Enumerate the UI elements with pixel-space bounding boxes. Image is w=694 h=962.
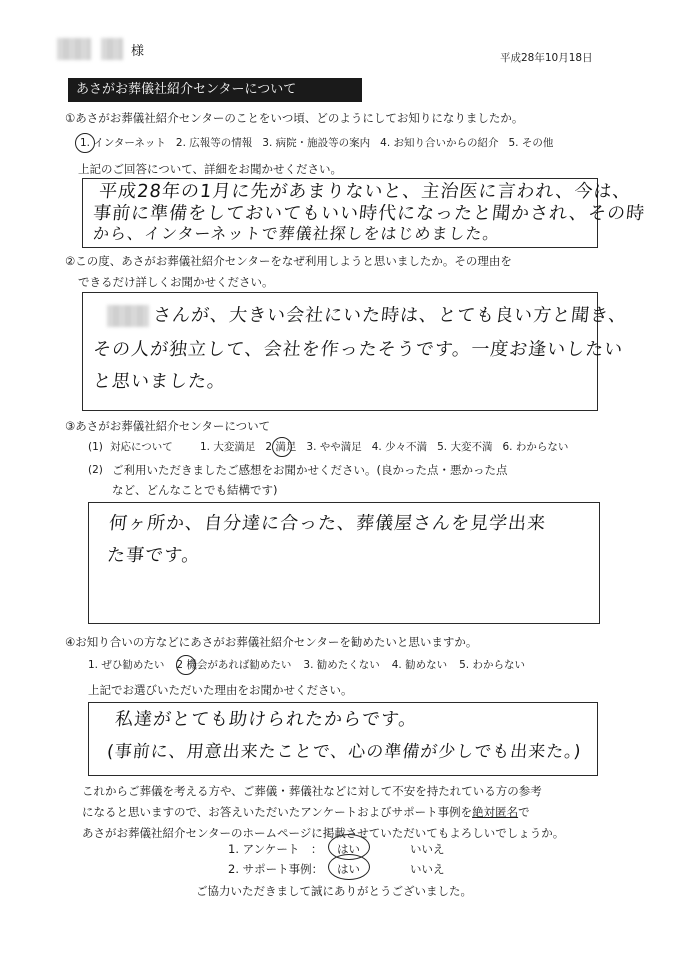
footer-line-3: あさがお葬儀社紹介センターのホームページに掲載させていただいてもよろしいでしょうか。 bbox=[82, 826, 565, 840]
honorific: 様 bbox=[131, 44, 145, 59]
redacted-name bbox=[101, 38, 123, 60]
q4-selected-circle bbox=[176, 655, 196, 675]
q1-option-5: 5. その他 bbox=[508, 137, 554, 149]
q4-option-5: 5. わからない bbox=[459, 659, 525, 671]
q3-option-1: 1. 大変満足 bbox=[200, 441, 256, 453]
support-consent-label: 2. サポート事例： bbox=[228, 862, 324, 876]
q3-option-3: 3. やや満足 bbox=[306, 441, 362, 453]
support-consent-no[interactable]: いいえ bbox=[410, 862, 445, 876]
q1-question: ①あさがお葬儀社紹介センターのことをいつ頃、どのようにしてお知りになりましたか。 bbox=[65, 111, 524, 125]
q1-option-4: 4. お知り合いからの紹介 bbox=[380, 137, 499, 149]
footer-line-2-a: になると思いますので、お答えいただいたアンケートおよびサポート事例を bbox=[82, 805, 473, 819]
footer-anonymous: 絶対匿名 bbox=[472, 805, 519, 819]
q3-option-6: 6. わからない bbox=[502, 441, 569, 453]
q4-answer-line: 私達がとても助けられたからです。 bbox=[113, 709, 419, 730]
q3-sub2-line2: など、どんなことでも結構です) bbox=[112, 483, 278, 497]
support-consent-yes[interactable]: はい bbox=[337, 862, 360, 876]
q4-option-2: 2 機会があれば勧めたい bbox=[176, 659, 292, 671]
q1-option-3: 3. 病院・施設等の案内 bbox=[262, 137, 371, 149]
q2-question: ②この度、あさがお葬儀社紹介センターをなぜ利用しようと思いましたか。その理由を bbox=[65, 254, 512, 268]
q3-answer-line: 何ヶ所か、自分達に合った、葬儀屋さんを見学出来 bbox=[107, 513, 548, 534]
q1-answer-line: 平成28年の1月に先があまりないと、主治医に言われ、今は、 bbox=[97, 181, 633, 202]
q3-sub2-line1: ご利用いただきましたご感想をお聞かせください。(良かった点・悪かった点 bbox=[112, 463, 508, 477]
q3-selected-circle bbox=[272, 437, 292, 457]
q1-answer-line: から、インターネットで葬儀社探しをはじめました。 bbox=[92, 224, 501, 243]
q2-question-cont: できるだけ詳しくお聞かせください。 bbox=[78, 275, 274, 289]
survey-consent-no[interactable]: いいえ bbox=[410, 842, 445, 856]
q3-title: ③あさがお葬儀社紹介センターについて bbox=[65, 419, 271, 433]
q2-answer-line: その人が独立して、会社を作ったそうです。一度お逢いしたい bbox=[91, 339, 625, 360]
document-date: 平成28年10月18日 bbox=[500, 52, 593, 64]
footer-line-2 bbox=[82, 805, 530, 820]
q3-option-4: 4. 少々不満 bbox=[371, 441, 428, 453]
survey-consent-yes[interactable]: はい bbox=[337, 842, 360, 856]
footer-line-1: これからご葬儀を考える方や、ご葬儀・葬儀社などに対して不安を持たれている方の参考 bbox=[82, 784, 542, 798]
q3-answer-box bbox=[88, 502, 600, 624]
thanks-message: ご協力いただきまして誠にありがとうございました。 bbox=[196, 884, 472, 898]
q3-sub1-label: (1) bbox=[88, 441, 103, 453]
q2-answer-line: さんが、大きい会社にいた時は、とても良い方と聞き、 bbox=[151, 305, 629, 326]
q4-option-4: 4. 勧めない bbox=[391, 659, 448, 671]
q3-option-5: 5. 大変不満 bbox=[437, 441, 493, 453]
q3-option-2: 2 満足 bbox=[265, 441, 297, 453]
q4-question: ④お知り合いの方などにあさがお葬儀社紹介センターを勧めたいと思いますか。 bbox=[65, 635, 478, 649]
q4-answer-line: (事前に、用意出来たことで、心の準備が少しでも出来た。) bbox=[105, 742, 583, 762]
q1-answer-box bbox=[82, 178, 647, 248]
q2-answer-line: と思いました。 bbox=[91, 371, 228, 392]
q3-sub2-label: (2) bbox=[88, 464, 103, 476]
q4-options bbox=[88, 659, 525, 673]
q3-sub1-text: 対応について bbox=[110, 441, 173, 453]
q1-options bbox=[80, 137, 553, 151]
q4-prompt: 上記でお選びいただいた理由をお聞かせください。 bbox=[88, 683, 353, 697]
redacted-name bbox=[57, 38, 91, 60]
redacted-name bbox=[107, 305, 149, 327]
q1-option-2: 2. 広報等の情報 bbox=[175, 137, 253, 149]
footer-line-2-c: で bbox=[518, 805, 530, 819]
q4-option-1: 1. ぜひ勧めたい bbox=[88, 659, 165, 671]
q3-options bbox=[200, 441, 568, 455]
q4-option-3: 3. 勧めたくない bbox=[303, 659, 380, 671]
q1-selected-circle bbox=[75, 133, 95, 153]
q1-prompt: 上記のご回答について、詳細をお聞かせください。 bbox=[78, 162, 343, 176]
section-title: あさがお葬儀社紹介センターについて bbox=[68, 78, 362, 102]
q1-answer-line: 事前に準備をしておいてもいい時代になったと聞かされ、その時 bbox=[91, 203, 647, 224]
q4-answer-box bbox=[88, 702, 598, 776]
q2-answer-box bbox=[82, 292, 629, 411]
q3-answer-line: た事です。 bbox=[105, 545, 202, 566]
survey-consent-label: 1. アンケート ： bbox=[228, 842, 323, 856]
q1-option-1: 1. インターネット bbox=[80, 137, 166, 149]
support-yes-circle bbox=[328, 854, 370, 880]
